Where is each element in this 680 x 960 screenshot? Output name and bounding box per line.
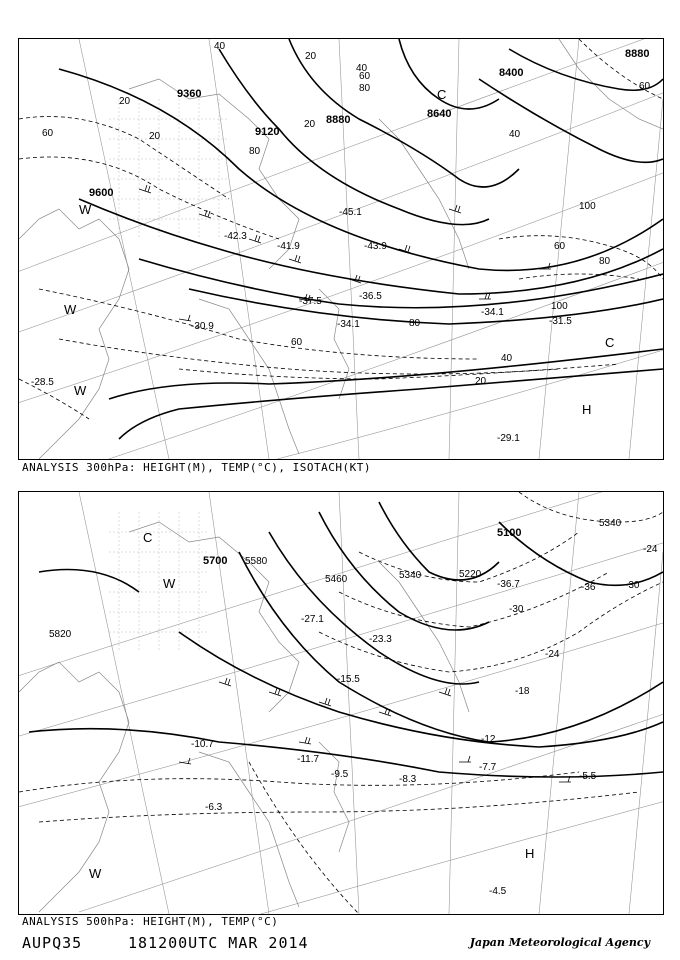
isotach-label: 80: [599, 256, 611, 267]
graticule: [19, 39, 663, 459]
temp-label: -37.5: [299, 296, 322, 307]
valid-time: 181200UTC MAR 2014: [128, 934, 309, 952]
height-label: 5340: [399, 570, 422, 581]
height-label: 5220: [459, 569, 482, 580]
isotherm-label: -24: [643, 544, 658, 555]
temp-label: -15.5: [337, 674, 360, 685]
isotherm-contours: [19, 492, 663, 914]
temp-label: -36.7: [497, 579, 520, 590]
isotherm-labels: [481, 544, 658, 745]
chart-id: AUPQ35: [22, 934, 83, 952]
isotach-label: 60: [359, 71, 371, 82]
bottom-chart-caption: ANALYSIS 500hPa: HEIGHT(M), TEMP(°C): [22, 915, 279, 928]
height-label: 5460: [325, 574, 348, 585]
height-label: 8880: [625, 48, 650, 60]
isotherm-label: -24: [545, 649, 560, 660]
height-label: 8400: [499, 67, 524, 79]
temp-label: -36.5: [359, 291, 382, 302]
temp-labels: [191, 579, 597, 897]
temp-label: -9.5: [331, 769, 349, 780]
isotach-label: 60: [42, 128, 54, 139]
isotherm-label: -36: [581, 582, 596, 593]
height-label: 9600: [89, 187, 114, 199]
cold-center-marker: C: [143, 530, 153, 545]
temp-label: -28.5: [31, 377, 54, 388]
warm-center-marker: W: [64, 302, 77, 317]
pressure-centers: [89, 530, 534, 881]
height-labels: [49, 518, 622, 640]
height-label: 8880: [326, 114, 351, 126]
pressure-centers: [64, 87, 614, 417]
isotach-label: 40: [356, 63, 368, 74]
graticule: [19, 492, 663, 914]
isotach-label: 40: [501, 353, 513, 364]
isotach-label: 20: [305, 51, 317, 62]
temp-label: -41.9: [277, 241, 300, 252]
temp-label: -8.3: [399, 774, 417, 785]
height-label: 5820: [49, 629, 72, 640]
temp-label: -7.7: [479, 762, 497, 773]
temp-label: -43.9: [364, 241, 387, 252]
height-label: 5580: [245, 556, 268, 567]
top-chart-caption: ANALYSIS 300hPa: HEIGHT(M), TEMP(°C), ISOTACH(KT): [22, 461, 372, 474]
temp-label: -29.1: [497, 433, 520, 444]
isotach-label: 40: [214, 41, 226, 52]
isotach-label: 60: [639, 81, 651, 92]
isotach-label: 60: [554, 241, 566, 252]
temp-label: -45.1: [339, 207, 362, 218]
height-label: 9120: [255, 126, 280, 138]
warm-center-marker: W: [74, 383, 87, 398]
temp-label: -11.7: [297, 754, 320, 765]
isotherm-label: -18: [515, 686, 530, 697]
analysis-500hpa-map: [18, 491, 664, 915]
height-label: 5340: [599, 518, 622, 529]
isotherm-label: -12: [481, 734, 496, 745]
wind-barbs: [139, 185, 551, 321]
isotach-label: 100: [579, 201, 596, 212]
isotach-label: 20: [475, 376, 487, 387]
temp-label: -5.5: [579, 771, 597, 782]
high-pressure-marker: H: [525, 846, 535, 861]
cold-center-marker: C: [437, 87, 447, 102]
map-500hpa-svg: [19, 492, 663, 914]
isotach-label: 20: [149, 131, 161, 142]
temp-label: -31.5: [549, 316, 572, 327]
temp-label: -42.3: [224, 231, 247, 242]
isotach-label: 40: [509, 129, 521, 140]
isotach-label: 20: [304, 119, 316, 130]
coastline: [19, 39, 663, 459]
temp-label: -23.3: [369, 634, 392, 645]
isotach-label: 100: [551, 301, 568, 312]
warm-center-marker: W: [79, 202, 92, 217]
temp-label: -27.1: [301, 614, 324, 625]
height-label: 5100: [497, 527, 522, 539]
height-label: 9360: [177, 88, 202, 100]
cold-center-marker: C: [605, 335, 615, 350]
isotach-label: 60: [291, 337, 303, 348]
isotherm-label: -30: [509, 604, 524, 615]
map-300hpa-svg: [19, 39, 663, 459]
isotach-label: 80: [359, 83, 371, 94]
isotach-label: 20: [119, 96, 131, 107]
temp-label: -10.7: [191, 739, 214, 750]
isotach-label: 80: [409, 318, 421, 329]
temp-label: -30.9: [191, 321, 214, 332]
analysis-300hpa-map: [18, 38, 664, 460]
temp-label: -4.5: [489, 886, 507, 897]
agency-name: Japan Meteorological Agency: [469, 936, 650, 949]
height-label: 5700: [203, 555, 228, 567]
warm-center-marker: W: [89, 866, 102, 881]
warm-center-marker: W: [163, 576, 176, 591]
temp-label: -6.3: [205, 802, 223, 813]
temp-label: -34.1: [481, 307, 504, 318]
high-pressure-marker: H: [582, 402, 592, 417]
height-label: 8640: [427, 108, 452, 120]
isotach-label: 80: [249, 146, 261, 157]
temp-label: -34.1: [337, 319, 360, 330]
isotherm-label: -30: [625, 580, 640, 591]
